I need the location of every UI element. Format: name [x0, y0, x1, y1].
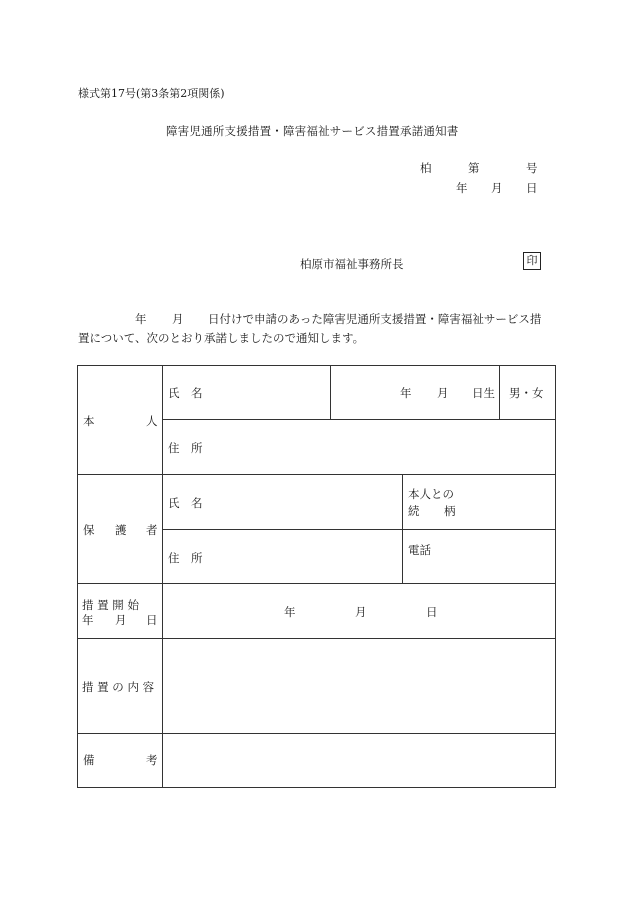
body-month: 月 [172, 312, 184, 326]
guardian-relation-label: 本人との [408, 487, 454, 501]
person-address-label: 住 所 [168, 441, 203, 455]
remarks-label-a: 備 [83, 753, 95, 767]
table-border-bottom [77, 787, 556, 788]
body-year: 年 [135, 312, 147, 326]
start-date-year: 年 [284, 605, 296, 619]
table-border-right [555, 365, 556, 788]
table-rule [77, 474, 556, 475]
reference-kashiwa: 柏 [420, 161, 432, 175]
start-date-label-year: 年 [82, 613, 94, 627]
issue-date-month: 月 [491, 181, 503, 195]
guardian-name-label: 氏 名 [168, 496, 203, 510]
table-label-divider [162, 365, 163, 788]
guardian-label-a: 保 [83, 523, 95, 537]
seal-mark: 印 [523, 252, 541, 270]
body-text: 日付けで申請のあった障害児通所支援措置・障害福祉サービス措 [208, 312, 542, 326]
issue-date-day: 日 [526, 181, 538, 195]
start-date-label-day: 日 [146, 613, 158, 627]
person-label-b: 人 [146, 414, 158, 428]
start-date-label-month: 月 [115, 613, 127, 627]
reference-go: 号 [526, 161, 538, 175]
table-rule [77, 638, 556, 639]
table-border-top [77, 365, 556, 366]
guardian-relation-a: 続 [408, 504, 420, 518]
body-text-line2: 置について、次のとおり承諾しましたので通知します。 [78, 331, 365, 345]
table-rule [330, 365, 331, 420]
person-birth-year: 年 [400, 386, 412, 400]
person-birth-month: 月 [437, 386, 449, 400]
content-label: 措 置 の 内 容 [82, 680, 155, 694]
guardian-label-b: 護 [115, 523, 127, 537]
guardian-label-c: 者 [146, 523, 158, 537]
table-rule [77, 733, 556, 734]
guardian-address-label: 住 所 [168, 551, 203, 565]
document-title: 障害児通所支援措置・障害福祉サービス措置承諾通知書 [166, 124, 459, 138]
table-rule [499, 365, 500, 420]
issuer-name: 柏原市福祉事務所長 [300, 257, 404, 271]
table-rule [402, 474, 403, 584]
person-sex: 男・女 [509, 386, 544, 400]
start-date-month: 月 [355, 605, 367, 619]
start-date-label: 措 置 開 始 [82, 598, 139, 612]
issue-date-year: 年 [456, 181, 468, 195]
person-birth-day: 日生 [472, 386, 495, 400]
table-rule [162, 529, 556, 530]
reference-dai: 第 [468, 161, 480, 175]
guardian-relation-b: 柄 [444, 504, 456, 518]
guardian-phone-label: 電話 [408, 543, 431, 557]
person-label-a: 本 [83, 414, 95, 428]
table-rule [77, 583, 556, 584]
person-name-label: 氏 名 [168, 386, 203, 400]
remarks-label-b: 考 [146, 753, 158, 767]
table-rule [162, 419, 556, 420]
start-date-day: 日 [426, 605, 438, 619]
table-border-left [77, 365, 78, 788]
form-number: 様式第17号(第3条第2項関係) [78, 87, 225, 100]
